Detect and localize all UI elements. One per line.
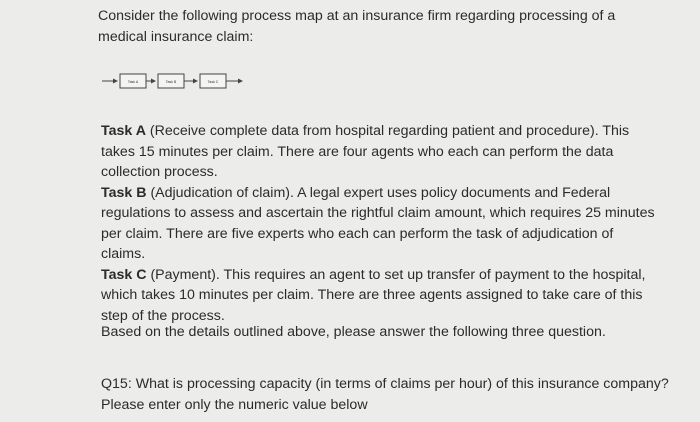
- intro-text: [98, 6, 658, 48]
- task-a-paragraph: [101, 121, 661, 183]
- question-text: [101, 374, 671, 415]
- intro-line-1: Consider the following process map at an insurance firm regarding processing of a: [98, 8, 616, 24]
- task-a-box-label: Task A: [127, 80, 139, 84]
- task-c-box-label: Task C: [207, 80, 219, 84]
- task-b-box-label: Task B: [165, 80, 177, 84]
- task-c-paragraph: [101, 265, 661, 327]
- task-descriptions: [101, 121, 661, 326]
- task-b-description: (Adjudication of claim). A legal expert uses policy documents and Federal regulations to assess and ascertain the rightful claim amount, which requires 25 minutes per claim. There are five experts who each can perform the task of adjudication of claims.: [101, 184, 655, 262]
- question-line-2: Please enter only the numeric value below: [101, 396, 368, 413]
- task-b-paragraph: [101, 183, 661, 265]
- task-b-name: Task B: [101, 184, 147, 201]
- task-c-description: (Payment). This requires an agent to set up transfer of payment to the hospital, which takes 10 minutes per claim. There are three agents assigned to take care of this step of the process.: [101, 266, 646, 324]
- instructions-text: Based on the details outlined above, please answer the following three question.: [101, 324, 606, 340]
- process-map-diagram: [100, 70, 250, 92]
- question-line-1: Q15: What is processing capacity (in terms of claims per hour) of this insurance company?: [101, 376, 669, 392]
- intro-line-2: medical insurance claim:: [98, 29, 254, 45]
- task-c-name: Task C: [101, 266, 147, 283]
- task-a-description: (Receive complete data from hospital regarding patient and procedure). This takes 15 minutes per claim. There are four agents who each can perform the data collection process.: [101, 123, 630, 180]
- task-a-name: Task A: [101, 123, 146, 139]
